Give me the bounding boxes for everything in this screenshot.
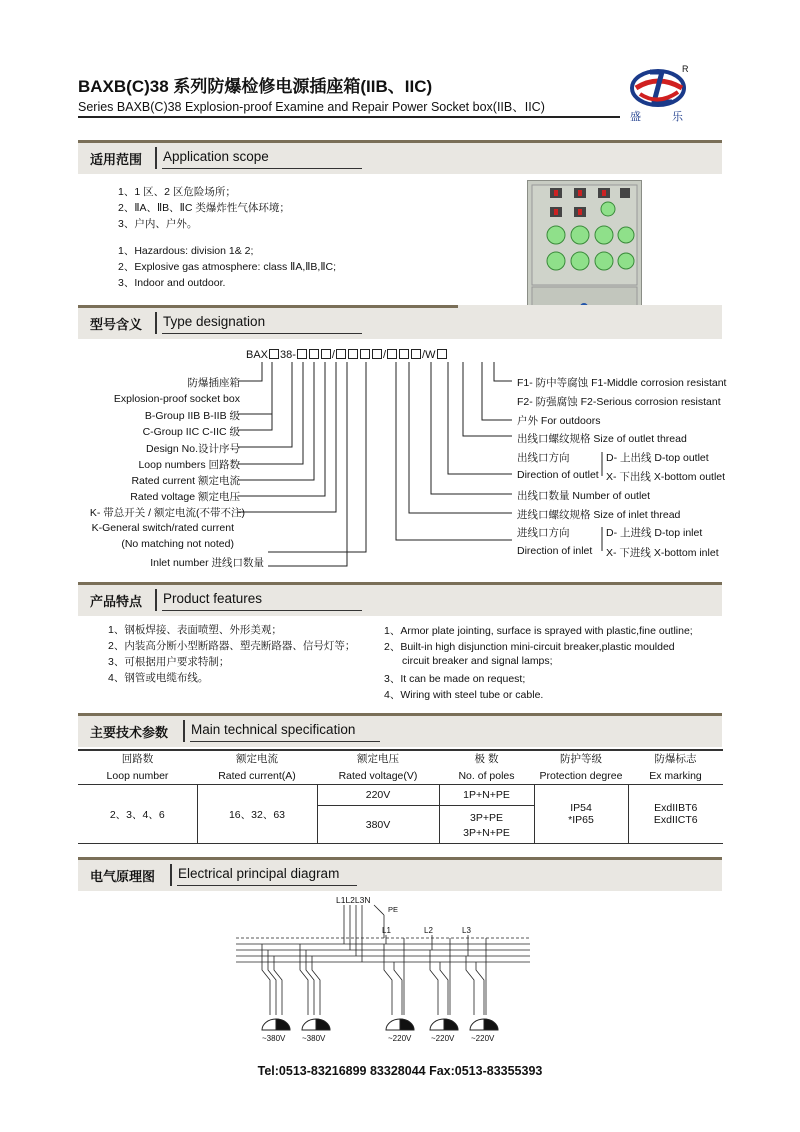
diagram-v220-3: ~220V xyxy=(471,1034,495,1043)
type-left-5: Design No.设计序号 xyxy=(146,443,240,455)
app-cn-3: 3、户内、户外。 xyxy=(118,218,198,230)
app-en-3: 3、Indoor and outdoor. xyxy=(118,277,226,289)
cell-p3: 3P+N+PE xyxy=(439,825,534,844)
th-cn: 极 数 xyxy=(474,753,499,765)
feature-cn-1: 1、钢板焊接、表面喷塑、外形美观； xyxy=(108,624,282,636)
type-left-8: Rated voltage 额定电压 xyxy=(130,491,240,503)
th-en: Rated current(A) xyxy=(197,767,317,785)
th-cn: 额定电流 xyxy=(236,753,278,765)
ex-1: ExdIIBT6 xyxy=(654,802,698,814)
type-left-4: C-Group IIC C-IIC 级 xyxy=(142,426,240,438)
section-en: Electrical principal diagram xyxy=(178,866,340,881)
feature-en-1: 1、Armor plate jointing, surface is sprayed with plastic,fine outline; xyxy=(384,625,693,637)
diagram-v220-1: ~220V xyxy=(388,1034,412,1043)
cell-loop: 2、3、4、6 xyxy=(78,785,197,844)
diagram-v380-2: ~380V xyxy=(302,1034,326,1043)
type-right-inlet-d: D- 上进线 D-top inlet xyxy=(606,527,703,539)
type-code: BAX 38- / / /W xyxy=(246,349,448,361)
th-en: Rated voltage(V) xyxy=(317,767,439,785)
type-left-11: (No matching not noted) xyxy=(121,538,234,550)
section-en: Application scope xyxy=(163,149,269,164)
cell-v1: 220V xyxy=(317,785,439,806)
th-cn: 防护等级 xyxy=(560,753,602,765)
app-en-1: 1、Hazardous: division 1& 2; xyxy=(118,245,254,257)
type-right-outlet-dir-en: Direction of outlet xyxy=(517,469,599,481)
type-right-f2: F2- 防强腐蚀 F2-Serious corrosion resistant xyxy=(517,396,721,408)
th-cn: 回路数 xyxy=(121,753,154,765)
type-right-outlet-x: X- 下出线 X-bottom outlet xyxy=(606,471,726,483)
type-left-12: Inlet number 进线口数量 xyxy=(150,557,264,569)
feature-cn-4: 4、钢管或电缆布线。 xyxy=(108,672,209,684)
ex-2: ExdIICT6 xyxy=(653,814,698,826)
app-cn-1: 1、1 区、2 区危险场所； xyxy=(118,186,236,198)
feature-en-2b: circuit breaker and signal lamps; xyxy=(402,655,553,667)
type-left-1: 防爆插座箱 xyxy=(187,377,240,389)
th-cn: 额定电压 xyxy=(357,753,399,765)
type-left-10: K-General switch/rated current xyxy=(91,522,234,534)
feature-cn-2: 2、内装高分断小型断路器、塑壳断路器、信号灯等； xyxy=(108,640,356,652)
cell-current: 16、32、63 xyxy=(197,785,317,844)
page-subtitle: Series BAXB(C)38 Explosion-proof Examine and Repair Power Socket box(IIB、IIC) xyxy=(78,100,545,114)
type-left-9: K- 带总开关 / 额定电流(不带不注) xyxy=(89,507,245,519)
footer-contact: Tel:0513-83216899 83328044 Fax:0513-83355393 xyxy=(257,1064,543,1078)
ip-1: IP54 xyxy=(570,802,592,814)
section-en: Product features xyxy=(163,591,263,606)
th-en: Loop number xyxy=(78,767,197,785)
type-right-inlet-dir-cn: 进线口方向 xyxy=(517,527,570,539)
diagram-l3-label: L3 xyxy=(462,926,471,935)
diagram-v220-2: ~220V xyxy=(431,1034,455,1043)
type-left-6: Loop numbers 回路数 xyxy=(138,459,240,471)
feature-en-3: 3、It can be made on request; xyxy=(384,673,526,685)
diagram-line-labels: L1L2L3N xyxy=(336,895,371,905)
type-right-f1: F1- 防中等腐蚀 F1-Middle corrosion resistant xyxy=(517,377,727,389)
type-right-outlet-dir-cn: 出线口方向 xyxy=(517,452,570,464)
type-left-3: B-Group IIB B-IIB 级 xyxy=(144,410,240,422)
type-left-2: Explosion-proof socket box xyxy=(113,393,240,405)
type-right-outlet-d: D- 上出线 D-top outlet xyxy=(606,452,709,464)
type-right-outlet-num: 出线口数量 Number of outlet xyxy=(517,490,651,502)
type-right-inlet-x: X- 下进线 X-bottom inlet xyxy=(606,547,719,559)
section-cn: 型号含义 xyxy=(90,317,143,332)
type-right-outdoor: 户外 For outdoors xyxy=(517,415,601,427)
code-prefix: BAX xyxy=(246,349,269,361)
diagram-v380-1: ~380V xyxy=(262,1034,286,1043)
th-cn: 防爆标志 xyxy=(654,753,697,765)
section-cn: 适用范围 xyxy=(90,152,143,167)
feature-cn-3: 3、可根据用户要求特制； xyxy=(108,656,230,668)
cell-p1: 1P+N+PE xyxy=(439,785,534,806)
th-en: Protection degree xyxy=(534,767,628,785)
th-en: Ex marking xyxy=(628,767,723,785)
code-mid: 38- xyxy=(280,349,296,361)
diagram-l2-label: L2 xyxy=(424,926,433,935)
feature-en-2: 2、Built-in high disjunction mini-circuit breaker,plastic moulded xyxy=(384,641,675,653)
type-left-7: Rated current 额定电流 xyxy=(131,475,240,487)
app-en-2: 2、Explosive gas atmosphere: class ⅡA,ⅡB,ⅡC; xyxy=(118,261,337,273)
section-en: Type designation xyxy=(163,314,266,329)
app-cn-2: 2、ⅡA、ⅡB、ⅡC 类爆炸性气体环境； xyxy=(118,202,290,214)
diagram-l1-label: L1 xyxy=(382,926,391,935)
cell-v2: 380V xyxy=(317,806,439,844)
section-en: Main technical specification xyxy=(191,722,356,737)
cell-p2: 3P+PE xyxy=(439,806,534,826)
section-cn: 主要技术参数 xyxy=(90,725,169,740)
logo-char-right: 乐 xyxy=(672,111,683,123)
type-right-inlet-dir-en: Direction of inlet xyxy=(517,545,593,557)
diagram-pe-label: PE xyxy=(388,905,399,914)
feature-en-4: 4、Wiring with steel tube or cable. xyxy=(384,689,544,701)
th-en: No. of poles xyxy=(439,767,534,785)
code-w: W xyxy=(425,349,436,361)
ip-2: *IP65 xyxy=(568,814,594,826)
type-right-outlet-thread: 出线口螺纹规格 Size of outlet thread xyxy=(517,433,687,445)
section-cn: 电气原理图 xyxy=(90,869,156,884)
type-right-inlet-thread: 进线口螺纹规格 Size of inlet thread xyxy=(517,509,681,521)
section-cn: 产品特点 xyxy=(90,594,143,609)
registered-mark: R xyxy=(682,64,689,74)
page-title: BAXB(C)38 系列防爆检修电源插座箱(IIB、IIC) xyxy=(78,77,433,96)
logo-char-left: 盛 xyxy=(630,111,641,123)
